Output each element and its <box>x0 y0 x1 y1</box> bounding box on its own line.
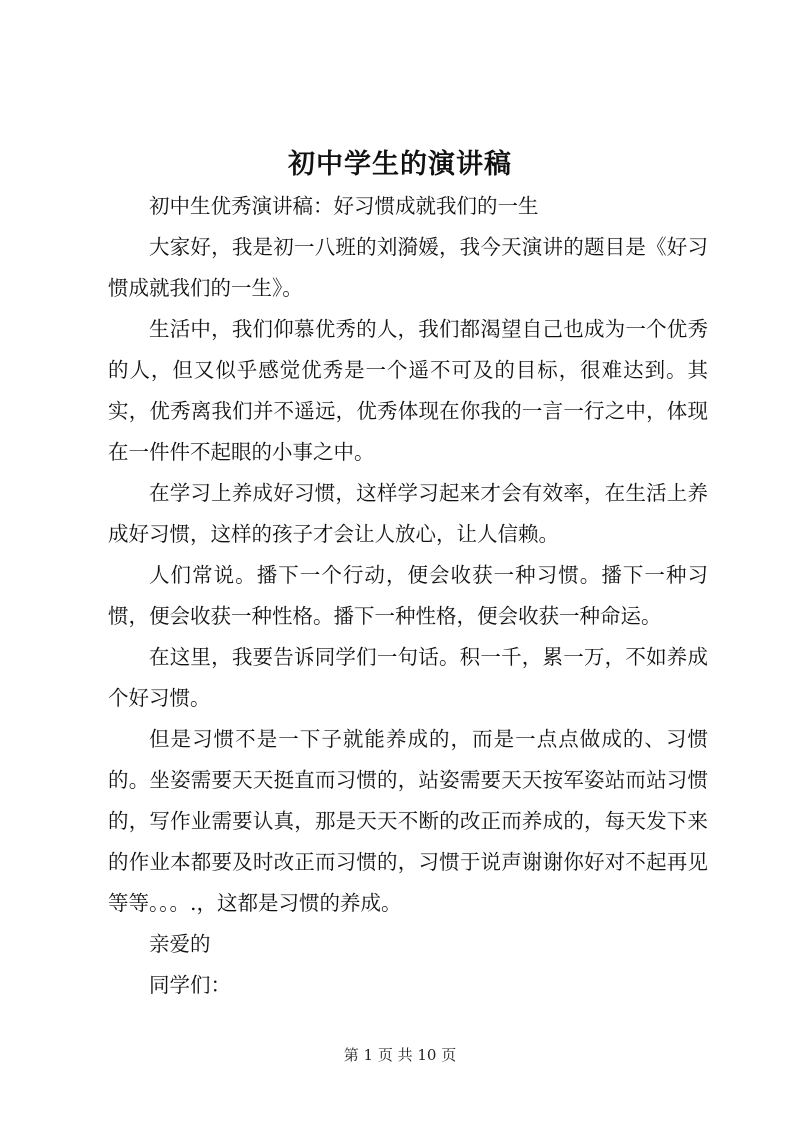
paragraph: 亲爱的 <box>149 932 211 956</box>
paragraph: 在学习上养成好习惯，这样学习起来才会有效率，在生活上养成好习惯，这样的孩子才会让人放心，让人信赖。 <box>108 481 708 546</box>
paragraph: 生活中，我们仰慕优秀的人，我们都渴望自己也成为一个优秀的人，但又似乎感觉优秀是一个遥不可及的目标，很难达到。其实，优秀离我们并不遥远，优秀体现在你我的一言一行之中，体现在一件件不起眼的小事之中。 <box>108 317 708 464</box>
document-body <box>108 186 708 1006</box>
paragraph: 但是习惯不是一下子就能养成的，而是一点点做成的、习惯的。坐姿需要天天挺直而习惯的，站姿需要天天按军姿站而站习惯的，写作业需要认真，那是天天不断的改正而养成的，每天发下来的作业本都要及时改正而习惯的，习惯于说声谢谢你好对不起再见等等。。。.，这都是习惯的养成。 <box>108 727 708 915</box>
paragraph: 在这里，我要告诉同学们一句话。积一千，累一万，不如养成个好习惯。 <box>108 645 708 710</box>
paragraph: 人们常说。播下一个行动，便会收获一种习惯。播下一种习惯，便会收获一种性格。播下一种性格，便会收获一种命运。 <box>108 563 708 628</box>
page-number-footer: 第 1 页 共 10 页 <box>343 1046 457 1064</box>
document-title: 初中学生的演讲稿 <box>288 149 512 180</box>
paragraph: 大家好，我是初一八班的刘漪媛，我今天演讲的题目是《好习惯成就我们的一生》。 <box>108 235 708 300</box>
paragraph: 初中生优秀演讲稿：好习惯成就我们的一生 <box>149 194 539 218</box>
paragraph: 同学们： <box>149 973 231 997</box>
